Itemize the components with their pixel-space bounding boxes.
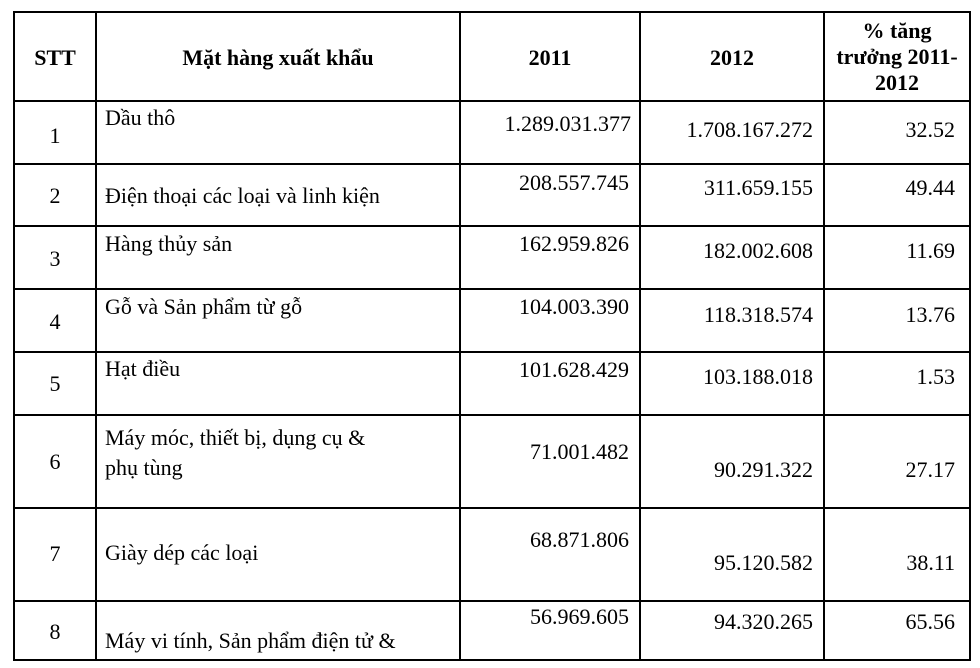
value-2011-cell — [461, 102, 641, 163]
growth-value: 49.44 — [905, 175, 955, 200]
table-row — [15, 416, 969, 509]
stt-value: 4 — [49, 309, 61, 334]
stt-cell — [15, 102, 97, 163]
value-2012: 118.318.574 — [703, 302, 813, 327]
growth-cell — [825, 602, 969, 659]
table-row — [15, 602, 969, 659]
stt-cell — [15, 290, 97, 351]
value-2012-cell — [641, 165, 825, 225]
header-growth-line2: trưởng 2011- — [836, 44, 958, 69]
value-2011-cell — [461, 165, 641, 225]
header-2012 — [641, 13, 825, 100]
stt-cell — [15, 353, 97, 414]
table-row — [15, 509, 969, 602]
stt-cell — [15, 227, 97, 288]
item-value: Dầu thô — [105, 105, 176, 130]
growth-value: 32.52 — [905, 117, 955, 142]
growth-value: 27.17 — [905, 457, 955, 482]
value-2011: 56.969.605 — [530, 604, 629, 629]
item-cell — [97, 102, 461, 163]
table-row — [15, 102, 969, 165]
growth-cell — [825, 102, 969, 163]
value-2011: 1.289.031.377 — [504, 111, 631, 136]
value-2011-cell — [461, 290, 641, 351]
item-value: Hạt điều — [105, 356, 181, 381]
value-2012-cell — [641, 227, 825, 288]
value-2011-cell — [461, 353, 641, 414]
value-2012: 95.120.582 — [714, 550, 813, 575]
growth-cell — [825, 290, 969, 351]
stt-value: 7 — [49, 541, 61, 566]
value-2012-cell — [641, 353, 825, 414]
value-2012: 94.320.265 — [714, 609, 813, 634]
item-cell — [97, 602, 461, 659]
growth-cell — [825, 509, 969, 600]
item-value: Giày dép các loại — [105, 540, 259, 565]
item-cell — [97, 227, 461, 288]
value-2012-cell — [641, 602, 825, 659]
value-2012-cell — [641, 509, 825, 600]
growth-cell — [825, 165, 969, 225]
header-row — [15, 13, 969, 102]
stt-value: 6 — [49, 449, 61, 474]
stt-value: 3 — [49, 246, 61, 271]
header-growth-line1: % tăng — [862, 18, 932, 43]
stt-cell — [15, 509, 97, 600]
header-2011-label: 2011 — [528, 45, 572, 70]
header-stt-label: STT — [34, 45, 76, 70]
value-2011-cell — [461, 227, 641, 288]
growth-value: 13.76 — [905, 302, 955, 327]
growth-value: 1.53 — [916, 364, 955, 389]
header-2011 — [461, 13, 641, 100]
stt-cell — [15, 165, 97, 225]
growth-value: 38.11 — [906, 550, 955, 575]
value-2012-cell — [641, 102, 825, 163]
item-cell — [97, 353, 461, 414]
growth-cell — [825, 353, 969, 414]
value-2011: 71.001.482 — [530, 439, 629, 464]
export-table — [13, 11, 971, 661]
item-value: Hàng thủy sản — [105, 231, 233, 256]
header-stt — [15, 13, 97, 100]
stt-value: 1 — [49, 123, 61, 148]
stt-value: 2 — [49, 183, 61, 208]
value-2012: 182.002.608 — [703, 238, 813, 263]
value-2011-cell — [461, 509, 641, 600]
growth-cell — [825, 227, 969, 288]
stt-value: 8 — [49, 619, 61, 644]
growth-value: 11.69 — [906, 238, 955, 263]
value-2011: 68.871.806 — [530, 527, 629, 552]
header-item-label: Mặt hàng xuất khẩu — [182, 45, 374, 70]
item-value-line1: Máy móc, thiết bị, dụng cụ & — [105, 425, 366, 450]
stt-value: 5 — [49, 371, 61, 396]
stt-cell — [15, 602, 97, 659]
value-2011: 208.557.745 — [519, 170, 629, 195]
value-2012-cell — [641, 416, 825, 507]
growth-cell — [825, 416, 969, 507]
header-growth — [825, 13, 969, 100]
item-value: Máy vi tính, Sản phẩm điện tử & — [105, 628, 396, 653]
table-row — [15, 227, 969, 290]
value-2011: 104.003.390 — [519, 294, 629, 319]
value-2011: 162.959.826 — [519, 231, 629, 256]
item-cell — [97, 509, 461, 600]
value-2012: 103.188.018 — [703, 364, 813, 389]
header-item — [97, 13, 461, 100]
item-value-line2: phụ tùng — [105, 455, 183, 480]
header-growth-line3: 2012 — [875, 70, 919, 95]
value-2012: 311.659.155 — [703, 175, 813, 200]
header-2012-label: 2012 — [710, 45, 754, 70]
value-2012: 1.708.167.272 — [686, 117, 813, 142]
item-value: Gỗ và Sản phẩm từ gỗ — [105, 294, 303, 319]
item-cell — [97, 416, 461, 507]
table-row — [15, 165, 969, 227]
value-2011-cell — [461, 602, 641, 659]
table-row — [15, 353, 969, 416]
item-value: Điện thoại các loại và linh kiện — [105, 183, 380, 208]
value-2011-cell — [461, 416, 641, 507]
value-2012: 90.291.322 — [714, 457, 813, 482]
value-2012-cell — [641, 290, 825, 351]
stt-cell — [15, 416, 97, 507]
item-cell — [97, 165, 461, 225]
item-cell — [97, 290, 461, 351]
table-row — [15, 290, 969, 353]
value-2011: 101.628.429 — [519, 357, 629, 382]
growth-value: 65.56 — [905, 609, 955, 634]
